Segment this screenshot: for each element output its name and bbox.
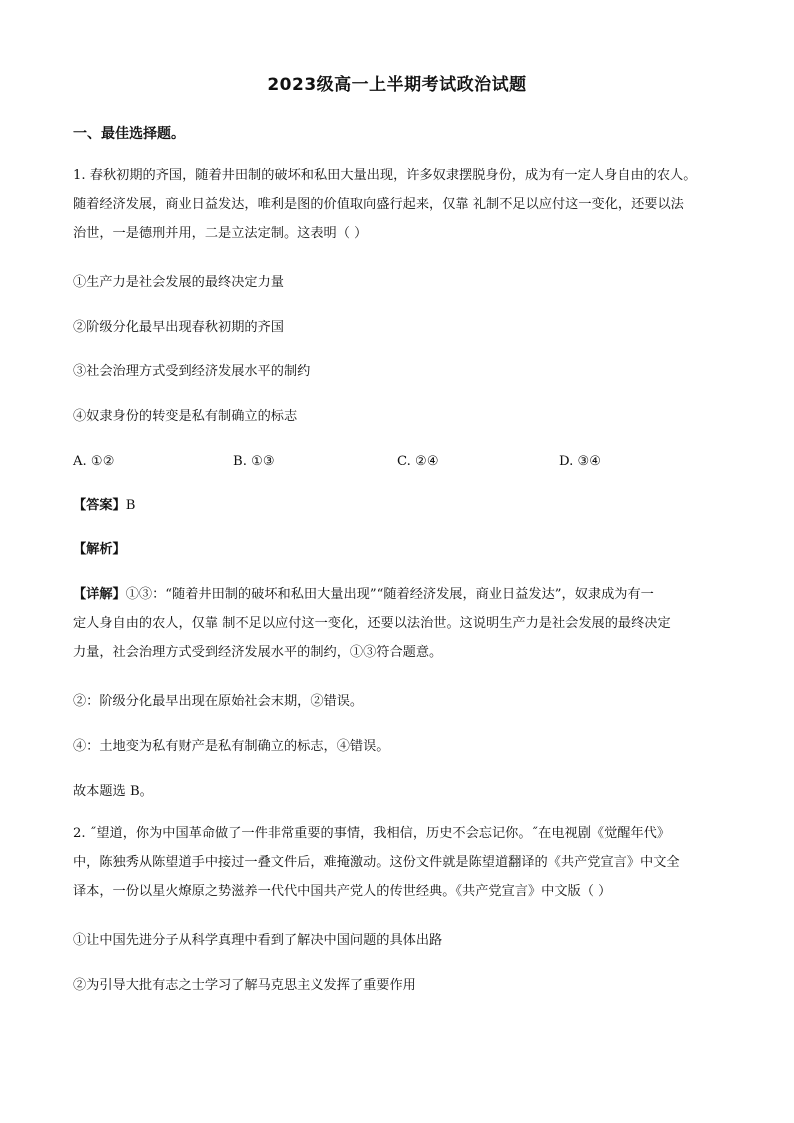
question-1-stem-line: 1. 春秋初期的齐国，随着井田制的破坏和私田大量出现，许多奴隶摆脱身份，成为有一定人身自由的农人。 [73, 168, 697, 183]
option-d: D. ③④ [559, 454, 602, 469]
detail-tag: 【详解】 [73, 587, 126, 602]
detail-block [73, 580, 733, 667]
question-2-statement-1: ①让中国先进分子从科学真理中看到了解决中国问题的具体出路 [73, 933, 443, 948]
option-a: A. ①② [73, 454, 115, 469]
wrong-statement-4: ④：土地变为私有财产是私有制确立的标志，④错误。 [73, 739, 390, 754]
detail-text: ①③：“随着井田制的破坏和私田大量出现”“随着经济发展，商业日益发达”，奴隶成为有一 [125, 587, 654, 602]
detail-line: 力量，社会治理方式受到经济发展水平的制约，①③符合题意。 [73, 645, 443, 660]
detail-line [73, 580, 733, 609]
exam-title: 2023级高一上半期考试政治试题 [267, 75, 527, 95]
wrong-statement-2: ②：阶级分化最早出现在原始社会末期，②错误。 [73, 694, 364, 709]
analysis-heading [73, 540, 126, 560]
section-heading: 一、最佳选择题。 [73, 126, 185, 142]
answer-value: B [125, 498, 136, 513]
question-1-stem-line: 治世，一是德刑并用，二是立法定制。这表明（ ） [73, 226, 368, 241]
question-2-stem-line: 译本，一份以星火燎原之势滋养一代代中国共产党人的传世经典。《共产党宣言》中文版（ ） [73, 884, 612, 899]
question-1-options [73, 452, 733, 472]
question-1-statement-2: ②阶级分化最早出现春秋初期的齐国 [73, 320, 284, 335]
question-1-stem [73, 161, 733, 248]
detail-line: 定人身自由的农人，仅靠 制不足以应付这一变化，还要以法治世。这说明生产力是社会发展的最终决定 [73, 616, 671, 631]
option-b: B. ①③ [233, 454, 275, 469]
question-2-statement-2: ②为引导大批有志之士学习了解马克思主义发挥了重要作用 [73, 978, 416, 993]
option-c: C. ②④ [397, 454, 439, 469]
question-2-stem [73, 819, 733, 906]
question-1-statement-4: ④奴隶身份的转变是私有制确立的标志 [73, 409, 298, 424]
answer-line [73, 496, 135, 516]
question-1-stem-line: 随着经济发展，商业日益发达，唯利是图的价值取向盛行起来，仅靠 礼制不足以应付这一变化，还要以法 [73, 197, 684, 212]
question-2-stem-line: 中，陈独秀从陈望道手中接过一叠文件后，难掩激动。这份文件就是陈望道翻译的《共产党宣言》中文全 [73, 855, 680, 870]
question-2-stem-line: 2. ˝望道，你为中国革命做了一件非常重要的事情，我相信，历史不会忘记你。˝在电视剧《觉醒年代》 [73, 826, 671, 841]
question-1-statement-3: ③社会治理方式受到经济发展水平的制约 [73, 364, 311, 379]
analysis-tag: 【解析】 [73, 542, 126, 557]
question-1-statement-1: ①生产力是社会发展的最终决定力量 [73, 275, 284, 290]
conclusion: 故本题选 B。 [73, 784, 153, 799]
answer-tag: 【答案】 [73, 498, 126, 513]
